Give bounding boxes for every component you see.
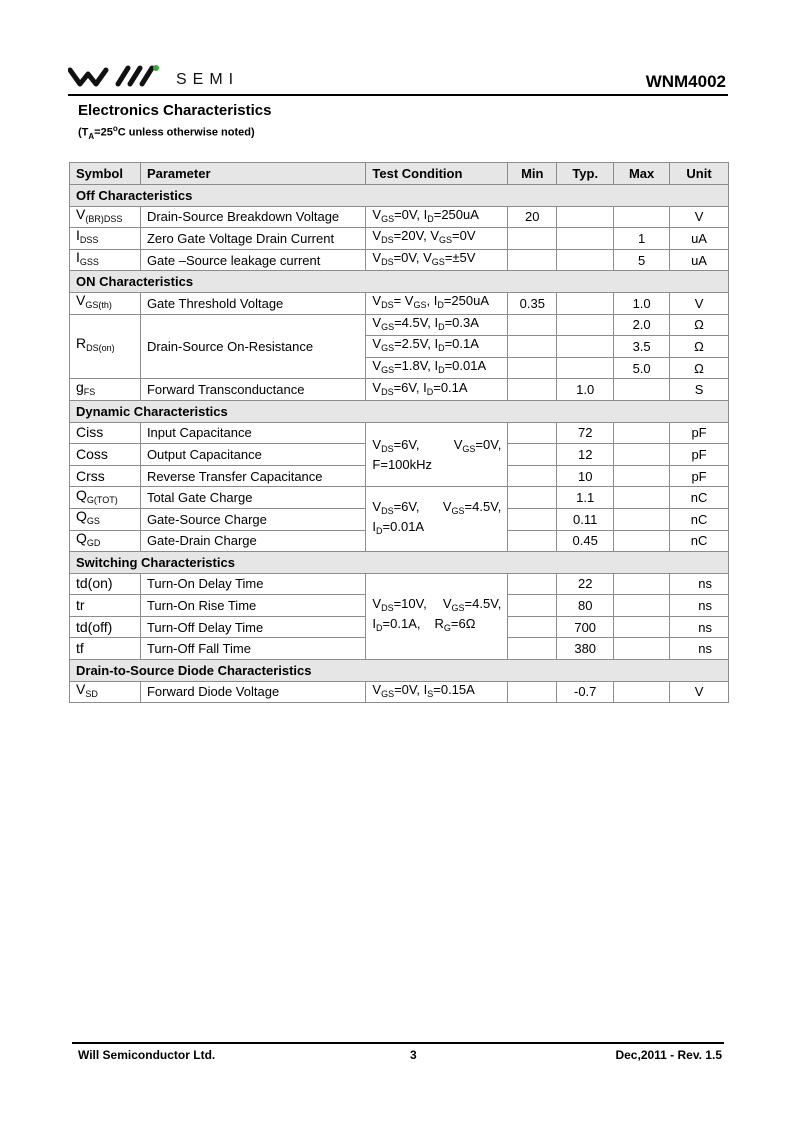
unit-cell: ns xyxy=(670,616,729,638)
header-rule xyxy=(68,94,728,96)
symbol-cell: $V_{SD}$ xyxy=(70,681,141,703)
unit-cell: Ω xyxy=(670,357,729,379)
will-logo-icon xyxy=(68,64,168,88)
max-cell xyxy=(614,595,670,617)
max-cell xyxy=(614,465,670,487)
max-cell: 5.0 xyxy=(614,357,670,379)
condition-cell: $V_{DS}= V_{GS}$, $I_D=250uA$ xyxy=(366,292,508,314)
min-cell xyxy=(508,422,557,444)
condition-cell: $V_{DS}=10V$, $V_{GS}=4.5V$, $I_D=0.1A$, $R_G=6\Omega$ xyxy=(366,573,508,659)
max-cell xyxy=(614,508,670,530)
max-cell xyxy=(614,616,670,638)
parameter-cell: Turn-On Delay Time xyxy=(140,573,365,595)
unit-cell: ns xyxy=(670,573,729,595)
min-cell xyxy=(508,638,557,660)
group-diode: Drain-to-Source Diode Characteristics xyxy=(70,660,729,682)
min-cell xyxy=(508,595,557,617)
max-cell xyxy=(614,206,670,228)
condition-cell: $V_{GS}=1.8V$, $I_D=0.01A$ xyxy=(366,357,508,379)
typ-cell: 0.45 xyxy=(557,530,614,552)
max-cell xyxy=(614,422,670,444)
unit-cell: pF xyxy=(670,422,729,444)
symbol-cell: td(off) xyxy=(70,616,141,638)
will-semi-logo xyxy=(68,58,268,94)
typ-cell: 10 xyxy=(557,465,614,487)
table-row xyxy=(70,487,729,509)
symbol-cell: $I_{GSS}$ xyxy=(70,249,141,271)
unit-cell: pF xyxy=(670,465,729,487)
min-cell xyxy=(508,465,557,487)
typ-cell: 700 xyxy=(557,616,614,638)
parameter-cell: Drain-Source Breakdown Voltage xyxy=(140,206,365,228)
parameter-cell: Gate Threshold Voltage xyxy=(140,292,365,314)
unit-cell: pF xyxy=(670,444,729,466)
typ-cell: 72 xyxy=(557,422,614,444)
condition-cell: $V_{DS}=6V$, $V_{GS}=4.5V$, $I_D=0.01A$ xyxy=(366,487,508,552)
typ-cell: 80 xyxy=(557,595,614,617)
symbol-cell: tf xyxy=(70,638,141,660)
symbol-cell: Crss xyxy=(70,465,141,487)
symbol-cell: $V_{GS(th)}$ xyxy=(70,292,141,314)
typ-cell xyxy=(557,292,614,314)
max-cell xyxy=(614,681,670,703)
symbol-cell: $Q_{GS}$ xyxy=(70,508,141,530)
symbol-cell: Ciss xyxy=(70,422,141,444)
min-cell xyxy=(508,249,557,271)
group-dynamic: Dynamic Characteristics xyxy=(70,400,729,422)
typ-cell: 22 xyxy=(557,573,614,595)
min-cell xyxy=(508,314,557,336)
max-cell xyxy=(614,487,670,509)
typ-cell: 1.1 xyxy=(557,487,614,509)
table-row xyxy=(70,681,729,703)
condition-cell: $V_{DS}=0V$, $V_{GS}=\pm 5V$ xyxy=(366,249,508,271)
unit-cell: nC xyxy=(670,530,729,552)
min-cell: 0.35 xyxy=(508,292,557,314)
parameter-cell: Gate-Source Charge xyxy=(140,508,365,530)
unit-cell: V xyxy=(670,206,729,228)
symbol-cell: td(on) xyxy=(70,573,141,595)
parameter-cell: Forward Transconductance xyxy=(140,379,365,401)
symbol-cell: $Q_{G(TOT)}$ xyxy=(70,487,141,509)
symbol-cell: Coss xyxy=(70,444,141,466)
typ-cell xyxy=(557,206,614,228)
characteristics-table xyxy=(69,162,729,703)
table-row xyxy=(70,422,729,444)
page-header xyxy=(68,58,728,94)
parameter-cell: Turn-Off Delay Time xyxy=(140,616,365,638)
unit-cell: ns xyxy=(670,638,729,660)
typ-cell xyxy=(557,357,614,379)
table-row xyxy=(70,379,729,401)
max-cell: 1 xyxy=(614,228,670,250)
max-cell xyxy=(614,638,670,660)
max-cell xyxy=(614,444,670,466)
header-parameter: Parameter xyxy=(140,163,365,185)
min-cell xyxy=(508,336,557,358)
parameter-cell: Zero Gate Voltage Drain Current xyxy=(140,228,365,250)
condition-cell: $V_{DS}=6V$, $I_D=0.1A$ xyxy=(366,379,508,401)
unit-cell: Ω xyxy=(670,336,729,358)
condition-cell: $V_{GS}=2.5V$, $I_D=0.1A$ xyxy=(366,336,508,358)
footer-rule xyxy=(72,1042,724,1044)
min-cell xyxy=(508,228,557,250)
header-typ: Typ. xyxy=(557,163,614,185)
unit-cell: V xyxy=(670,681,729,703)
max-cell xyxy=(614,573,670,595)
typ-cell: 1.0 xyxy=(557,379,614,401)
footer-revision: Dec,2011 - Rev. 1.5 xyxy=(615,1048,722,1062)
condition-cell: $V_{GS}=0V$, $I_D=250uA$ xyxy=(366,206,508,228)
parameter-cell: Reverse Transfer Capacitance xyxy=(140,465,365,487)
min-cell xyxy=(508,379,557,401)
part-number: WNM4002 xyxy=(645,72,726,91)
condition-cell: $V_{DS}=6V$, $V_{GS}=0V$, F=100kHz xyxy=(366,422,508,487)
section-title: Electronics Characteristics xyxy=(78,102,272,119)
symbol-cell: $V_{(BR)DSS}$ xyxy=(70,206,141,228)
section-note: ($T_A=25^oC$ unless otherwise noted) xyxy=(78,124,255,141)
min-cell xyxy=(508,530,557,552)
header-symbol: Symbol xyxy=(70,163,141,185)
table-row xyxy=(70,314,729,336)
typ-cell: 12 xyxy=(557,444,614,466)
condition-cell: $V_{DS}=20V$, $V_{GS}=0V$ xyxy=(366,228,508,250)
footer-page-number: 3 xyxy=(410,1048,417,1062)
max-cell: 5 xyxy=(614,249,670,271)
unit-cell: uA xyxy=(670,228,729,250)
parameter-cell: Output Capacitance xyxy=(140,444,365,466)
table-header-row xyxy=(70,163,729,185)
parameter-cell: Total Gate Charge xyxy=(140,487,365,509)
parameter-cell: Gate –Source leakage current xyxy=(140,249,365,271)
typ-cell xyxy=(557,249,614,271)
parameter-cell: Drain-Source On-Resistance xyxy=(140,314,365,379)
table-row xyxy=(70,573,729,595)
typ-cell: 0.11 xyxy=(557,508,614,530)
header-test-condition: Test Condition xyxy=(366,163,508,185)
max-cell: 2.0 xyxy=(614,314,670,336)
min-cell xyxy=(508,444,557,466)
group-off: Off Characteristics xyxy=(70,185,729,207)
parameter-cell: Gate-Drain Charge xyxy=(140,530,365,552)
unit-cell: Ω xyxy=(670,314,729,336)
min-cell xyxy=(508,681,557,703)
max-cell: 1.0 xyxy=(614,292,670,314)
unit-cell: ns xyxy=(670,595,729,617)
max-cell xyxy=(614,530,670,552)
group-on: ON Characteristics xyxy=(70,271,729,293)
max-cell xyxy=(614,379,670,401)
group-switching: Switching Characteristics xyxy=(70,552,729,574)
parameter-cell: Input Capacitance xyxy=(140,422,365,444)
min-cell xyxy=(508,508,557,530)
typ-cell: 380 xyxy=(557,638,614,660)
table-row xyxy=(70,249,729,271)
typ-cell xyxy=(557,314,614,336)
symbol-cell: tr xyxy=(70,595,141,617)
unit-cell: nC xyxy=(670,508,729,530)
condition-cell: $V_{GS}=0V$, $I_S=0.15A$ xyxy=(366,681,508,703)
symbol-cell: $I_{DSS}$ xyxy=(70,228,141,250)
parameter-cell: Forward Diode Voltage xyxy=(140,681,365,703)
min-cell xyxy=(508,357,557,379)
typ-cell xyxy=(557,336,614,358)
unit-cell: S xyxy=(670,379,729,401)
symbol-cell: $Q_{GD}$ xyxy=(70,530,141,552)
parameter-cell: Turn-On Rise Time xyxy=(140,595,365,617)
min-cell xyxy=(508,573,557,595)
table-row xyxy=(70,206,729,228)
typ-cell xyxy=(557,228,614,250)
header-unit: Unit xyxy=(670,163,729,185)
footer-company: Will Semiconductor Ltd. xyxy=(78,1048,216,1062)
condition-cell: $V_{GS}=4.5V$, $I_D=0.3A$ xyxy=(366,314,508,336)
table-row xyxy=(70,228,729,250)
unit-cell: V xyxy=(670,292,729,314)
symbol-cell: $g_{FS}$ xyxy=(70,379,141,401)
typ-cell: -0.7 xyxy=(557,681,614,703)
parameter-cell: Turn-Off Fall Time xyxy=(140,638,365,660)
header-min: Min xyxy=(508,163,557,185)
header-max: Max xyxy=(614,163,670,185)
min-cell xyxy=(508,487,557,509)
min-cell: 20 xyxy=(508,206,557,228)
table-row xyxy=(70,292,729,314)
unit-cell: nC xyxy=(670,487,729,509)
unit-cell: uA xyxy=(670,249,729,271)
logo-text: SEMI xyxy=(176,71,240,88)
symbol-cell: $R_{DS(on)}$ xyxy=(70,314,141,379)
min-cell xyxy=(508,616,557,638)
max-cell: 3.5 xyxy=(614,336,670,358)
